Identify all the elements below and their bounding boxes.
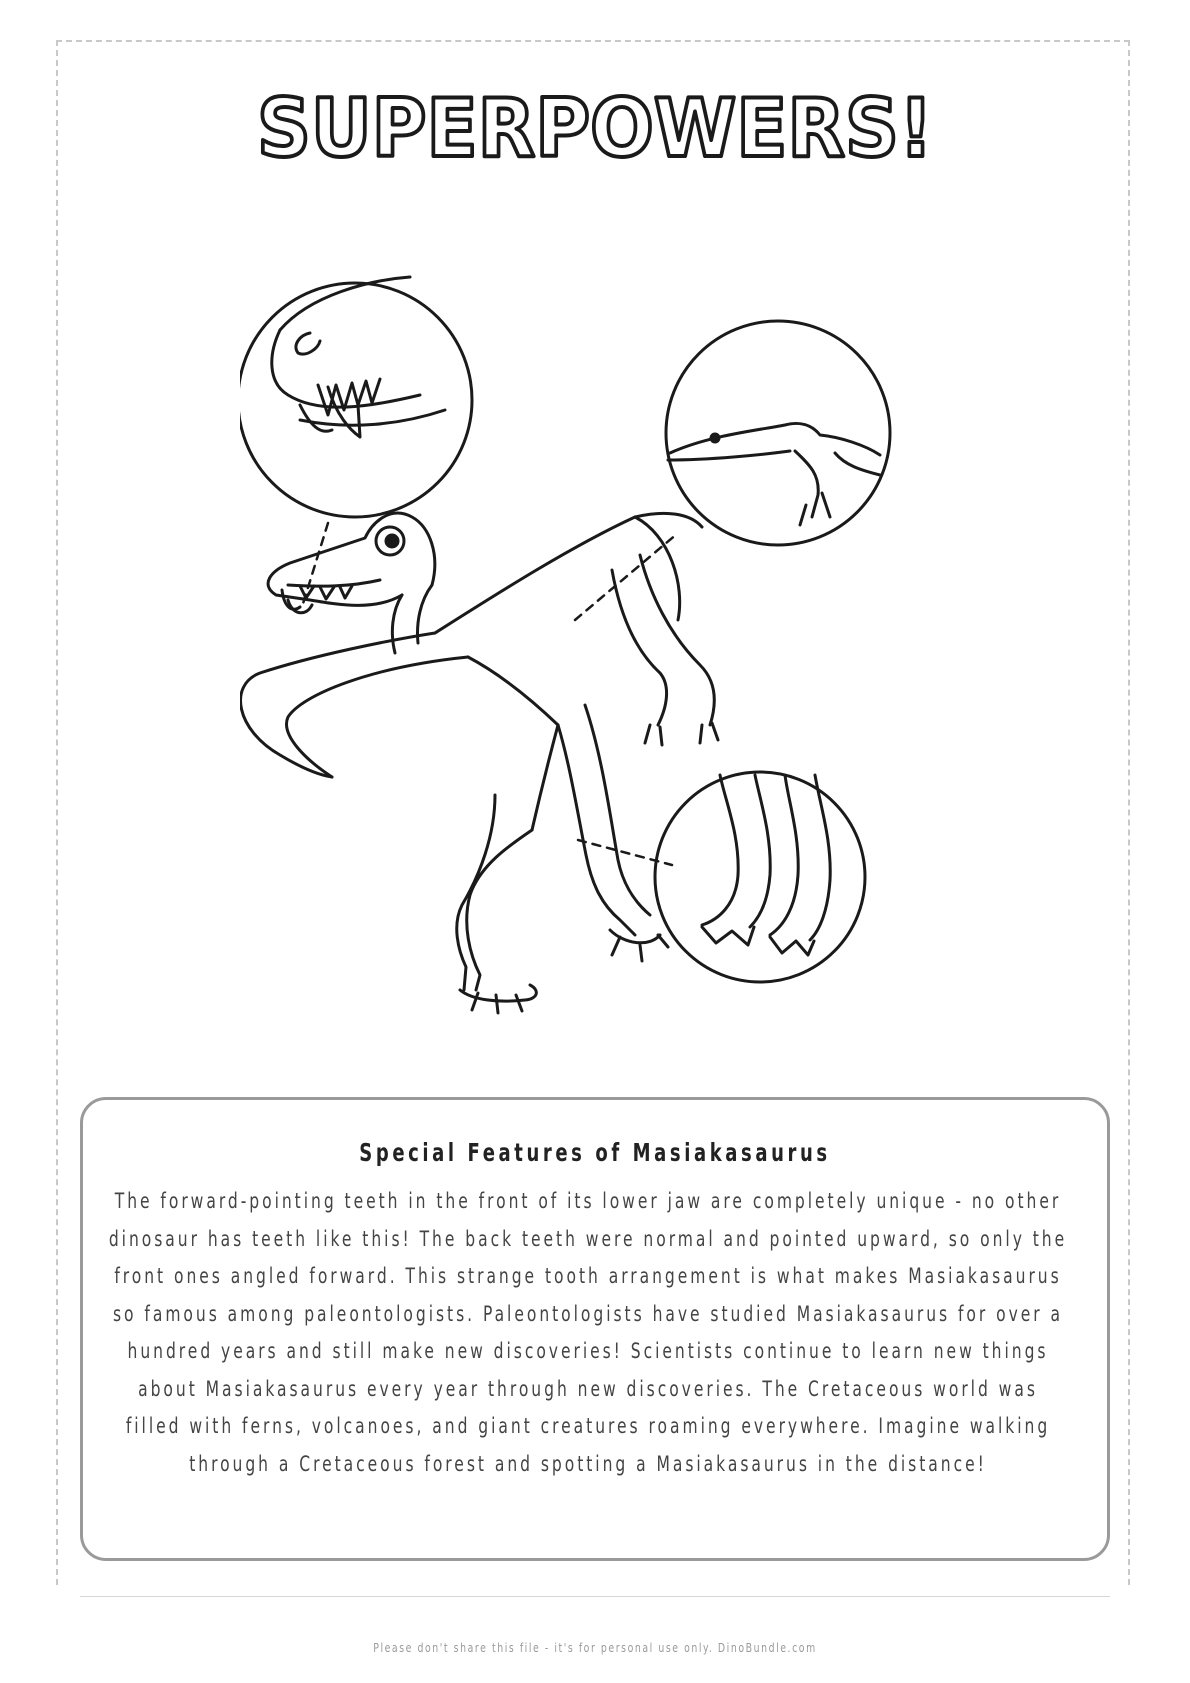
callout-leader-lines xyxy=(302,523,678,865)
footer-note: Please don't share this file - it's for personal use only. DinoBundle.com xyxy=(373,1641,817,1655)
info-body-text: The forward-pointing teeth in the front of its lower jaw are completely unique - no other dinosaur has teeth like this! The back teeth were normal and pointed upward, so only the front ones angled forward. This strange tooth arrangement is what makes Masiakasaurus so famous among paleontologists. Paleontologists have studied Masiakasaurus for over a hundred years and still make new discoveries! Scientists continue to learn new things about Masiakasaurus every year through new discoveries. The Cretaceous world was filled with ferns, volcanoes, and giant creatures roaming everywhere. Imagine walking through a Cretaceous forest and spotting a Masiakasaurus in the distance! xyxy=(108,1189,1068,1476)
info-heading: Special Features of Masiakasaurus xyxy=(359,1138,831,1167)
callout-neck-icon xyxy=(666,321,890,545)
title-text: SUPERPOWERS! xyxy=(257,82,933,175)
page-title xyxy=(0,78,1190,178)
masiakasaurus-illustration xyxy=(240,255,940,1055)
dinosaur-body-icon xyxy=(241,513,718,1013)
info-box xyxy=(80,1097,1110,1561)
footer-divider xyxy=(80,1596,1110,1597)
callout-legs-icon xyxy=(655,772,865,982)
title-outline-text xyxy=(235,78,955,178)
callout-teeth-icon xyxy=(240,277,472,517)
